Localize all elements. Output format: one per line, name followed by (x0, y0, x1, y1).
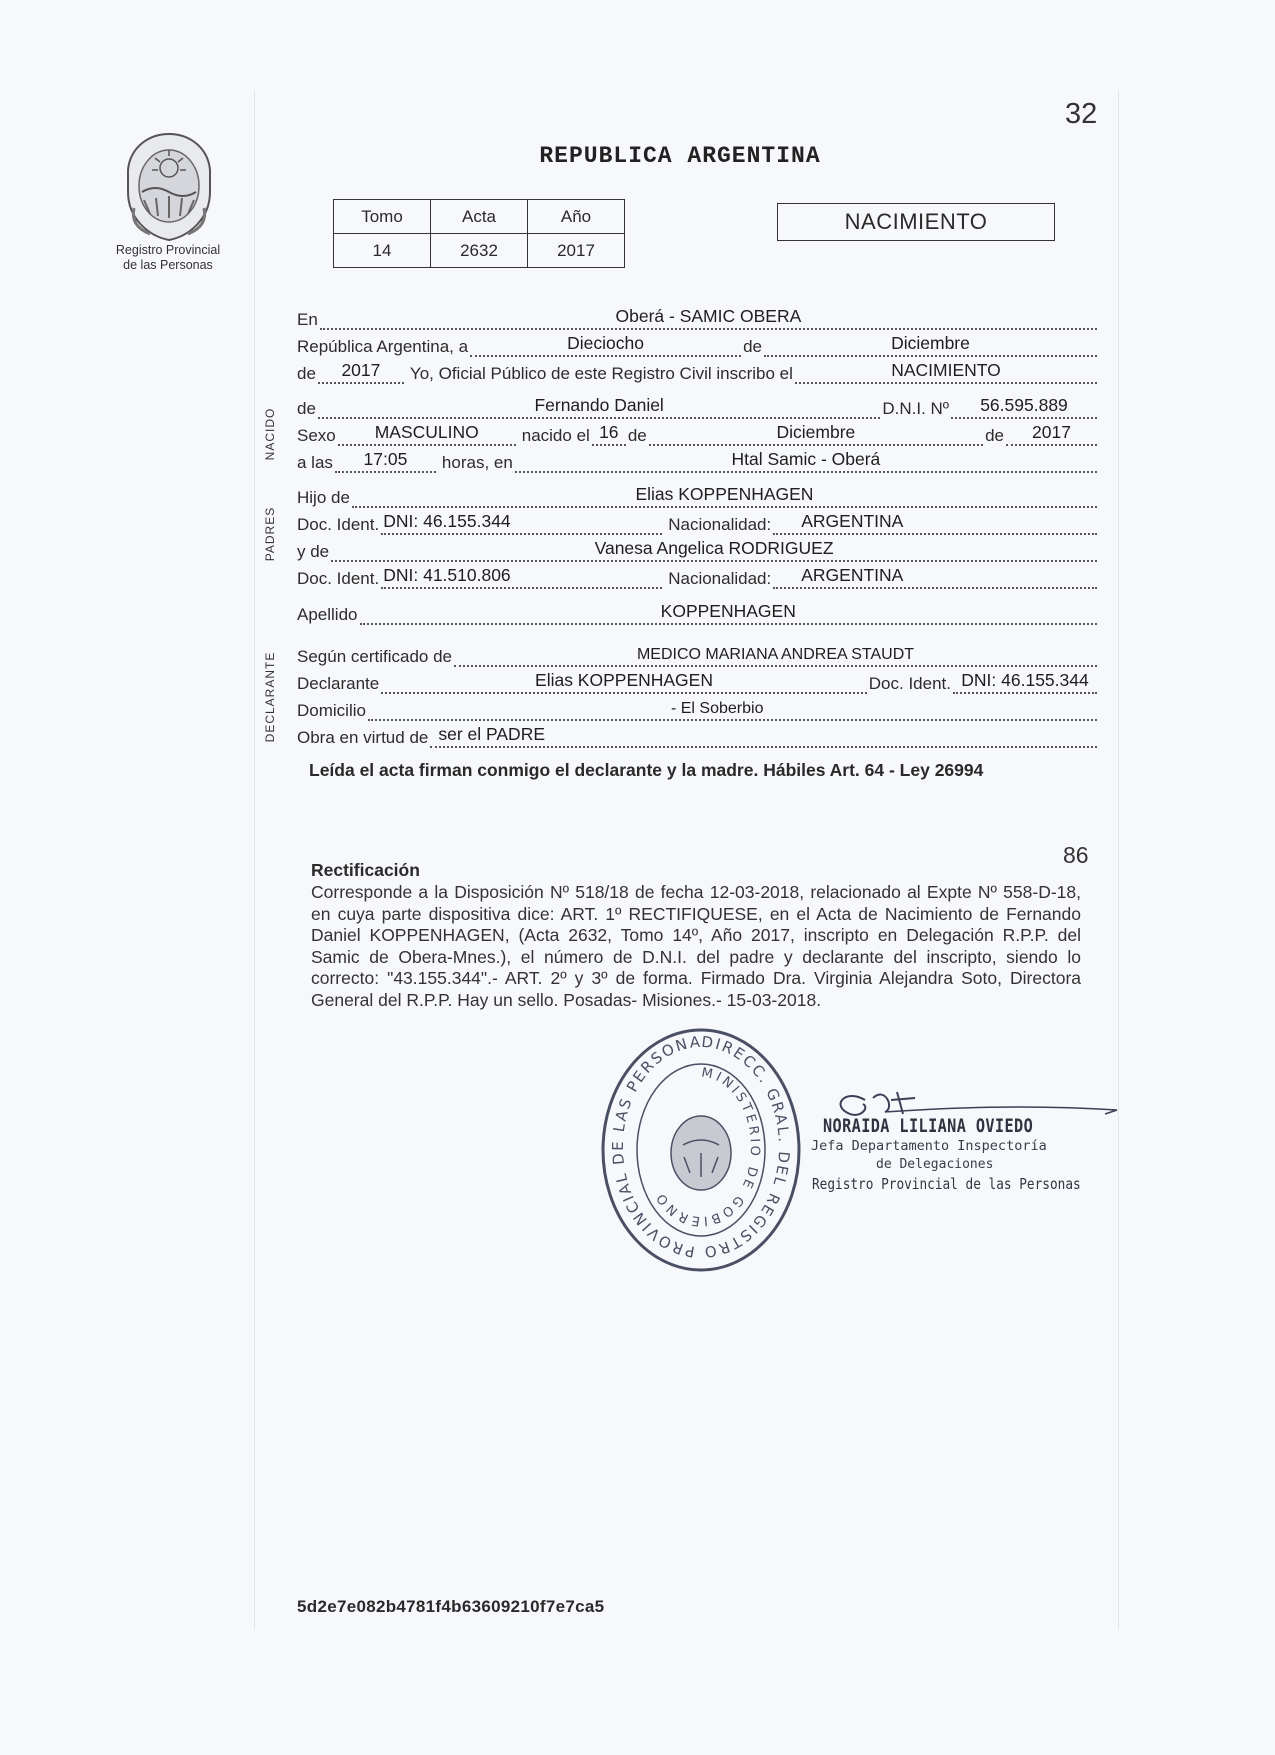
domicile-field (366, 697, 1099, 724)
tomo-value: 14 (334, 234, 431, 268)
row-domicile (297, 697, 1099, 724)
row-surname (297, 601, 1099, 628)
row-sex-birth (297, 422, 1099, 449)
a-las-label: a las (297, 453, 333, 472)
child-dni-field (949, 395, 1099, 422)
record-type-box: NACIMIENTO (777, 203, 1055, 241)
certificado-label: Según certificado de (297, 647, 452, 666)
rectification-title: Rectificación (311, 860, 420, 880)
place-field (318, 306, 1099, 333)
apellido-label: Apellido (297, 605, 358, 624)
capacity-field (428, 724, 1099, 751)
capacity-value: ser el PADRE (438, 724, 546, 744)
en-label: En (297, 310, 318, 329)
registry-caption-line2: de las Personas (123, 258, 213, 272)
day-value: Dieciocho (567, 333, 644, 353)
domicilio-label: Domicilio (297, 701, 366, 720)
birth-place-field (513, 449, 1099, 476)
de-label-5: de (985, 426, 1004, 445)
father-doc-field (379, 511, 664, 538)
birth-day-field (590, 422, 628, 449)
place-value: Oberá - SAMIC OBERA (615, 306, 802, 326)
signatory-title-line2: de Delegaciones (876, 1157, 994, 1172)
row-capacity (297, 724, 1099, 751)
declarant-doc-label: Doc. Ident. (868, 674, 951, 693)
tomo-header: Tomo (334, 200, 431, 234)
row-year (297, 360, 1099, 387)
father-doc-value: DNI: 46.155.344 (383, 511, 511, 531)
act-type-value: NACIMIENTO (891, 360, 1001, 380)
signatory-name: NORAIDA LILIANA OVIEDO (823, 1115, 1034, 1137)
acta-header: Acta (431, 200, 528, 234)
registry-caption-line1: Registro Provincial (115, 243, 221, 257)
day-field (468, 333, 743, 360)
birth-year-value: 2017 (1032, 422, 1071, 442)
hijo-label: Hijo de (297, 488, 350, 507)
marginal-note-number: 86 (1063, 842, 1089, 868)
declarant-field (379, 670, 869, 697)
side-label-padres: PADRES (263, 506, 277, 562)
svg-text:DIRECC. GRAL. DEL REGISTRO PRO: DIRECC. GRAL. DEL REGISTRO PROVINCIAL DE LAS PERSONA (608, 1032, 794, 1262)
father-nationality-value: ARGENTINA (801, 511, 904, 531)
nacido-label: nacido el (521, 426, 590, 445)
registry-table-header-row (334, 200, 625, 234)
row-declarant (297, 670, 1099, 697)
child-dni-value: 56.595.889 (980, 395, 1068, 415)
y-de-label: y de (297, 542, 330, 561)
closing-statement: Leída el acta firman conmigo el declarante y la madre. Hábiles Art. 64 - Ley 26994 (309, 760, 984, 780)
certificate-field (452, 643, 1099, 670)
mother-nationality-label: Nacionalidad: (668, 569, 772, 588)
row-place (297, 306, 1099, 333)
de-label-3: de (297, 399, 316, 418)
mother-doc-value: DNI: 41.510.806 (383, 565, 511, 585)
row-time-place (297, 449, 1099, 476)
side-label-nacido: NACIDO (263, 407, 277, 461)
declarant-value: Elias KOPPENHAGEN (535, 670, 713, 690)
month-value: Diciembre (891, 333, 970, 353)
certificate-value: MEDICO MARIANA ANDREA STAUDT (636, 646, 915, 663)
father-name-field (350, 484, 1099, 511)
child-name-field (316, 395, 882, 422)
birth-month-field (647, 422, 985, 449)
birth-place-value: Htal Samic - Oberá (731, 449, 881, 469)
row-father (297, 484, 1099, 511)
sex-value: MASCULINO (374, 422, 479, 442)
document-hash: 5d2e7e082b4781f4b63609210f7e7ca5 (297, 1597, 605, 1616)
document-title: REPUBLICA ARGENTINA (539, 143, 821, 169)
ano-value: 2017 (528, 234, 625, 268)
svg-text:MINISTERIO DE GOBIERNO: MINISTERIO DE GOBIERNO (652, 1065, 763, 1229)
declarant-doc-value: DNI: 46.155.344 (961, 670, 1089, 690)
row-mother-doc (297, 565, 1099, 592)
sexo-label: Sexo (297, 426, 336, 445)
father-nationality-label: Nacionalidad: (668, 515, 772, 534)
rectification-body: Corresponde a la Disposición Nº 518/18 de fecha 12-03-2018, relacionado al Expte Nº 558-D-18, en cuya parte dispositiva dice: ART. 1º RECTIFIQUESE, en el Acta de Nacimiento de Fernando Daniel KOPPENHAGEN, (Acta 2632, Tomo 14º, Año 2017, inscripto en Delegación R.P.P. del Samic de Obera-Mnes.), el número de D.N.I. del padre y declarante del inscripto, siendo lo correcto: "43.155.344".- ART. 2º y 3º de forma. Firmado Dra. Virginia Alejandra Soto, Directora General del R.P.P. Hay un sello. Posadas- Misiones.- 15-03-2018. (311, 882, 1081, 1010)
father-nationality-field (771, 511, 1099, 538)
ano-header: Año (528, 200, 625, 234)
republica-label: República Argentina, a (297, 337, 469, 356)
right-margin-rule (1118, 90, 1119, 1630)
month-field (762, 333, 1099, 360)
mother-name-field (329, 538, 1099, 565)
birth-time-value: 17:05 (363, 449, 408, 469)
mother-doc-field (379, 565, 664, 592)
birth-time-field (333, 449, 438, 476)
domicile-value: - El Soberbio (670, 700, 764, 717)
signatory-title-line3: Registro Provincial de las Personas (812, 1175, 1081, 1193)
row-father-doc (297, 511, 1099, 538)
act-type-field (793, 360, 1099, 387)
de-label-4: de (627, 426, 647, 445)
declarant-doc-field (951, 670, 1099, 697)
signatory-title-line1: Jefa Departamento Inspectoría (811, 1138, 1047, 1154)
mother-nationality-value: ARGENTINA (801, 565, 904, 585)
de-label-1: de (743, 337, 762, 356)
row-mother (297, 538, 1099, 565)
mother-doc-label: Doc. Ident. (297, 569, 380, 588)
registry-table (333, 199, 625, 268)
father-name-value: Elias KOPPENHAGEN (635, 484, 814, 504)
provincial-emblem (120, 130, 218, 242)
birth-month-value: Diciembre (776, 422, 856, 442)
year-value: 2017 (341, 360, 381, 380)
registry-caption (98, 243, 238, 273)
registry-table-value-row (334, 234, 625, 268)
page-number: 32 (1065, 98, 1098, 130)
surname-field (358, 601, 1100, 628)
mother-name-value: Vanesa Angelica RODRIGUEZ (594, 538, 834, 558)
sex-field (336, 422, 518, 449)
declarante-label: Declarante (297, 674, 380, 693)
official-seal-stamp (598, 1025, 804, 1275)
left-margin-rule (254, 90, 255, 1630)
acta-value: 2632 (431, 234, 528, 268)
de-label-2: de (297, 364, 316, 383)
surname-value: KOPPENHAGEN (660, 601, 796, 621)
row-certificate (297, 643, 1099, 670)
child-name-value: Fernando Daniel (534, 395, 664, 415)
dni-label: D.N.I. Nº (882, 399, 949, 418)
mother-nationality-field (771, 565, 1099, 592)
side-label-declarante: DECLARANTE (263, 651, 277, 743)
row-date (297, 333, 1099, 360)
father-doc-label: Doc. Ident. (297, 515, 380, 534)
year-field (316, 360, 406, 387)
birth-year-field (1004, 422, 1099, 449)
oficial-text: Yo, Oficial Público de este Registro Civil inscribo el (409, 364, 793, 383)
row-child-name (297, 395, 1099, 422)
obra-label: Obra en virtud de (297, 728, 429, 747)
horas-label: horas, en (441, 453, 513, 472)
birth-day-value: 16 (599, 422, 619, 442)
